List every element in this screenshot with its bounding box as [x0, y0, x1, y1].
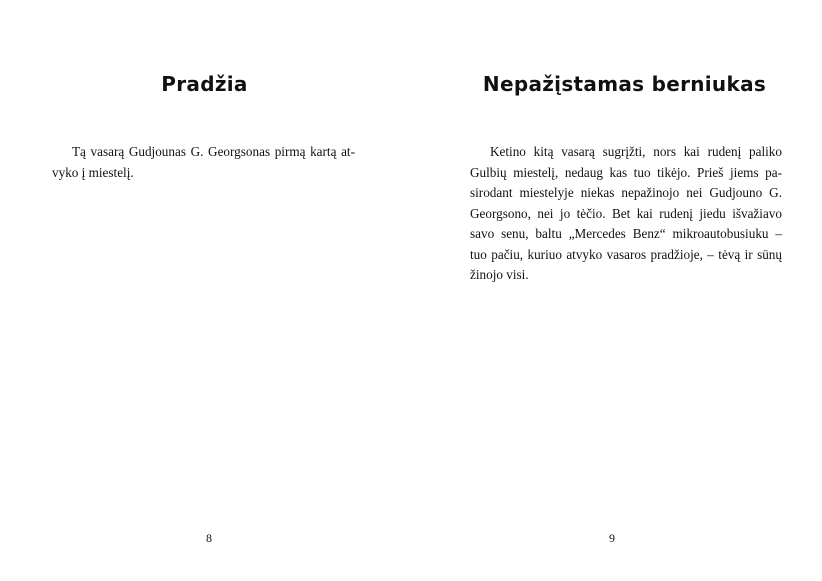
text-line: Gulbių miestelį, nedaug kas tuo tikėjo. Prieš jiems pa- — [470, 164, 782, 180]
text-line: sirodant miestelyje niekas nepažinojo nei Gudjouno G. — [470, 185, 782, 200]
chapter-title: Nepažįstamas berniukas — [482, 72, 767, 96]
text-line: Georgsono, nei jo tėčio. Bet kai rudenį jiedu išvažiavo — [470, 205, 782, 221]
page-number: 9 — [609, 531, 615, 545]
chapter-text — [52, 142, 355, 183]
chapter-title: Pradžia — [161, 72, 248, 96]
text-line: savo senu, baltu „Mercedes Benz“ mikroautobusiuku – — [470, 226, 782, 241]
chapter-text — [470, 142, 782, 286]
text-line: vyko į miestelį. — [52, 164, 134, 180]
page-number: 8 — [206, 531, 212, 545]
text-line: tuo pačiu, kuriuo atvyko vasaros pradžioje, – tėvą ir sūnų — [470, 246, 782, 262]
text-line: Ketino kitą vasarą sugrįžti, nors kai rudenį paliko — [490, 144, 782, 159]
text-line: žinojo visi. — [470, 267, 529, 282]
text-line: Tą vasarą Gudjounas G. Georgsonas pirmą kartą at- — [72, 144, 355, 159]
right-page — [411, 0, 822, 581]
